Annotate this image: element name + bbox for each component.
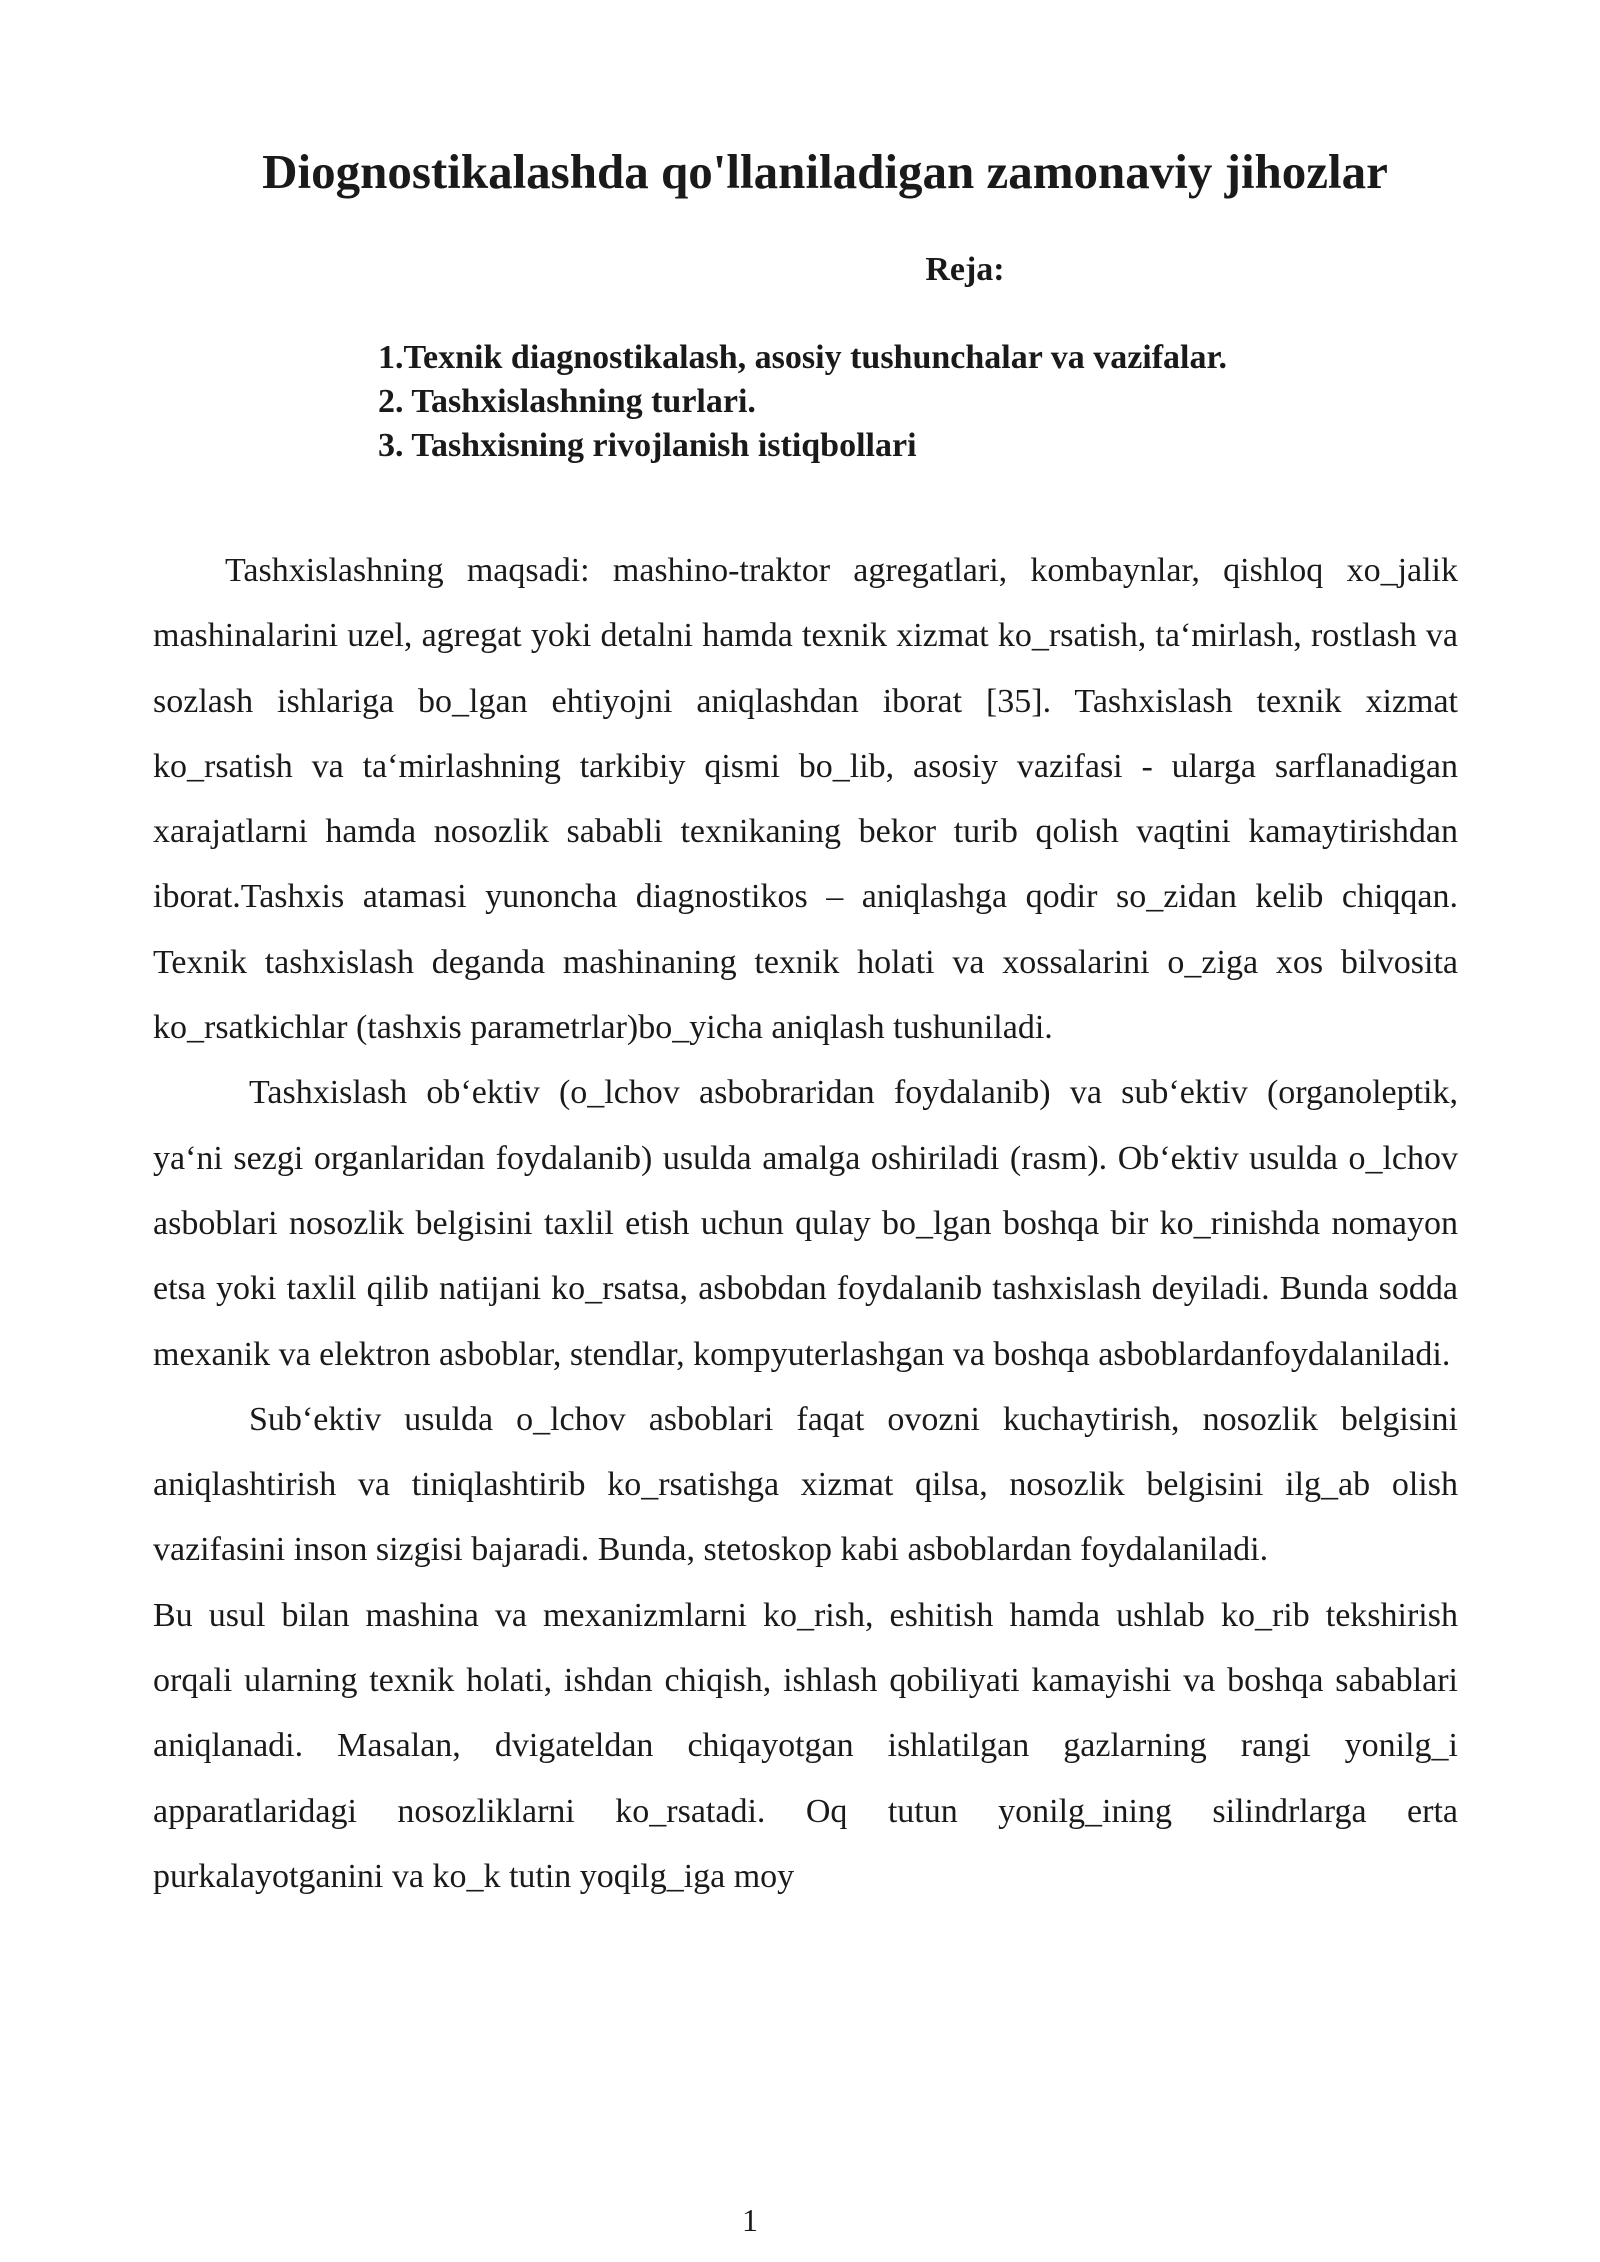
body-text bbox=[153, 538, 1458, 1909]
plan-list bbox=[378, 336, 1227, 468]
plan-item: 1.Texnik diagnostikalash, asosiy tushunchalar va vazifalar. bbox=[378, 339, 1227, 376]
plan-item: 3. Tashxisning rivojlanish istiqbollari bbox=[378, 427, 917, 464]
document-title: Diognostikalashda qo'llaniladigan zamonaviy jihozlar bbox=[262, 144, 1388, 199]
paragraph: Sub‘ektiv usulda o_lchov asboblari faqat ovozni kuchaytirish, nosozlik belgisini aniqlashtirish va tiniqlashtirib ko_rsatishga xizmat qilsa, nosozlik belgisini ilg_ab olish vazifasini inson sizgisi bajaradi. Bunda, stetoskop kabi asboblardan foydalaniladi. bbox=[153, 1400, 1458, 1569]
paragraph: Tashxislash ob‘ektiv (o_lchov asbobraridan foydalanib) va sub‘ektiv (organoleptik, ya‘ni sezgi organlaridan foydalanib) usulda amalga oshiriladi (rasm). Ob‘ektiv usulda o_lchov asboblari nosozlik belgisini taxlil etish uchun qulay bo_lgan boshqa bir ko_rinishda nomayon etsa yoki taxlil qilib natijani ko_rsatsa, asbobdan foydalanib tashxislash deyiladi. Bunda sodda mexanik va elektron asboblar, stendlar, kompyuterlashgan va boshqa asboblardanfoydalaniladi. bbox=[153, 1074, 1458, 1373]
plan-item: 2. Tashxislashning turlari. bbox=[378, 383, 756, 420]
plan-heading: Reja: bbox=[925, 251, 1005, 288]
paragraph: Bu usul bilan mashina va mexanizmlarni ko_rish, eshitish hamda ushlab ko_rib tekshirish orqali ularning texnik holati, ishdan chiqish, ishlash qobiliyati kamayishi va boshqa sabablari aniqlanadi. Masalan, dvigateldan chiqayotgan ishlatilgan gazlarning rangi yonilg_i apparatlaridagi nosozliklarni ko_rsatadi. Oq tutun yonilg_ining silindrlarga erta purkalayotganini va ko_k tutin yoqilg_iga moy bbox=[153, 1596, 1458, 1895]
page-number: 1 bbox=[742, 2202, 758, 2238]
paragraph: Tashxislashning maqsadi: mashino-traktor agregatlari, kombaynlar, qishloq xo_jalik mashinalarini uzel, agregat yoki detalni hamda texnik xizmat ko_rsatish, ta‘mirlash, rostlash va sozlash ishlariga bo_lgan ehtiyojni aniqlashdan iborat [35]. Tashxislash texnik xizmat ko_rsatish va ta‘mirlashning tarkibiy qismi bo_lib, asosiy vazifasi - ularga sarflanadigan xarajatlarni hamda nosozlik sababli texnikaning bekor turib qolish vaqtini kamaytirishdan iborat.Tashxis atamasi yunoncha diagnostikos – aniqlashga qodir so_zidan kelib chiqqan. Texnik tashxislash deganda mashinaning texnik holati va xossalarini o_ziga xos bilvosita ko_rsatkichlar (tashxis parametrlar)bo_yicha aniqlash tushuniladi. bbox=[153, 552, 1458, 1047]
